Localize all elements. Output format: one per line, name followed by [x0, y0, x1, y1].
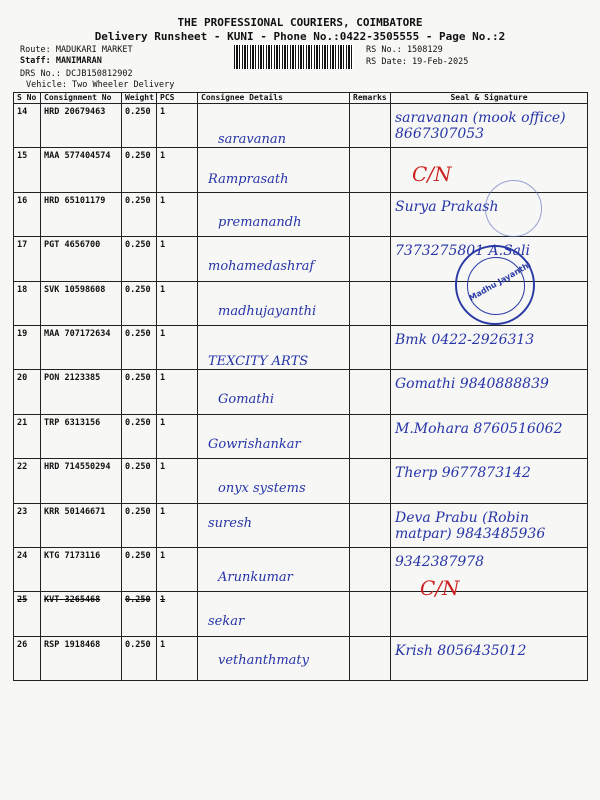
consignee-handwriting: vethanthmaty — [218, 652, 309, 668]
cell-pcs: 1 — [157, 281, 198, 325]
cell-consignment: KVT 3265468 — [41, 592, 122, 636]
signature-handwriting: Krish 8056435012 — [395, 642, 527, 659]
cell-pcs: 1 — [157, 104, 198, 148]
cell-sno: 26 — [14, 636, 41, 680]
cell-consignee — [198, 148, 350, 192]
faint-stamp — [485, 180, 542, 237]
cell-consignee — [198, 503, 350, 547]
consignee-handwriting: premanandh — [218, 214, 302, 230]
rs-date: RS Date: 19-Feb-2025 — [366, 57, 469, 67]
col-weight: Weight — [122, 93, 157, 104]
company-title: THE PROFESSIONAL COURIERS, COIMBATORE — [177, 16, 423, 29]
cell-consignment: HRD 714550294 — [41, 459, 122, 503]
cell-remarks — [350, 237, 391, 281]
cell-weight: 0.250 — [122, 325, 157, 369]
staff-label: Staff: MANIMARAN — [20, 56, 102, 66]
cell-weight: 0.250 — [122, 192, 157, 236]
cell-weight: 0.250 — [122, 636, 157, 680]
table-row — [14, 503, 588, 547]
cell-consignment: TRP 6313156 — [41, 414, 122, 458]
cell-consignee — [198, 370, 350, 414]
cell-consignee — [198, 192, 350, 236]
col-remarks: Remarks — [350, 93, 391, 104]
cell-pcs: 1 — [157, 459, 198, 503]
cell-remarks — [350, 547, 391, 591]
cell-signature — [391, 370, 588, 414]
col-consignee: Consignee Details — [198, 93, 350, 104]
cell-sno: 24 — [14, 547, 41, 591]
cell-weight: 0.250 — [122, 148, 157, 192]
cell-consignment: RSP 1918468 — [41, 636, 122, 680]
signature-handwriting: M.Mohara 8760516062 — [395, 420, 563, 437]
cell-signature — [391, 636, 588, 680]
cell-consignment: HRD 20679463 — [41, 104, 122, 148]
cell-consignment: PON 2123385 — [41, 370, 122, 414]
cell-consignee — [198, 325, 350, 369]
table-row — [14, 459, 588, 503]
cell-pcs: 1 — [157, 636, 198, 680]
cell-consignee — [198, 547, 350, 591]
consignee-handwriting: onyx systems — [218, 481, 306, 497]
cell-sno: 15 — [14, 148, 41, 192]
signature-handwriting: 9342387978 — [395, 553, 485, 570]
cell-remarks — [350, 414, 391, 458]
cell-remarks — [350, 281, 391, 325]
signature-handwriting: Bmk 0422-2926313 — [395, 331, 535, 348]
cell-sno: 23 — [14, 503, 41, 547]
cell-sno: 14 — [14, 104, 41, 148]
cell-weight: 0.250 — [122, 459, 157, 503]
cell-weight: 0.250 — [122, 237, 157, 281]
cell-remarks — [350, 503, 391, 547]
cell-remarks — [350, 148, 391, 192]
barcode — [234, 45, 354, 69]
cell-pcs: 1 — [157, 237, 198, 281]
consignee-handwriting: TEXCITY ARTS — [208, 353, 309, 369]
col-consignment: Consignment No — [41, 93, 122, 104]
col-signature: Seal & Signature — [391, 93, 588, 104]
cell-sno: 19 — [14, 325, 41, 369]
cell-signature — [391, 325, 588, 369]
cell-consignment: MAA 707172634 — [41, 325, 122, 369]
cell-remarks — [350, 104, 391, 148]
cell-remarks — [350, 636, 391, 680]
cell-pcs: 1 — [157, 547, 198, 591]
route-label: Route: MADUKARI MARKET — [20, 45, 133, 55]
cell-consignment: KRR 50146671 — [41, 503, 122, 547]
cell-pcs: 1 — [157, 592, 198, 636]
consignee-handwriting: Gomathi — [218, 392, 275, 408]
table-row — [14, 592, 588, 636]
consignee-handwriting: Gowrishankar — [208, 436, 301, 452]
cell-consignee — [198, 104, 350, 148]
drs-label: DRS No.: DCJB150812902 — [20, 69, 133, 79]
cell-signature — [391, 104, 588, 148]
cell-pcs: 1 — [157, 414, 198, 458]
cell-signature — [391, 503, 588, 547]
table-row — [14, 636, 588, 680]
cell-consignment: PGT 4656700 — [41, 237, 122, 281]
col-pcs: PCS — [157, 93, 198, 104]
cell-sno: 25 — [14, 592, 41, 636]
cell-pcs: 1 — [157, 148, 198, 192]
cn-mark-bottom: C/N — [420, 576, 460, 600]
cell-consignee — [198, 281, 350, 325]
cell-pcs: 1 — [157, 503, 198, 547]
cell-consignment: HRD 65101179 — [41, 192, 122, 236]
cell-consignee — [198, 459, 350, 503]
cell-pcs: 1 — [157, 325, 198, 369]
runsheet-table — [13, 92, 588, 681]
consignee-handwriting: Ramprasath — [208, 172, 289, 188]
consignee-handwriting: mohamedashraf — [208, 259, 315, 275]
cell-signature — [391, 459, 588, 503]
rs-number: RS No.: 1508129 — [366, 45, 443, 55]
cell-consignee — [198, 636, 350, 680]
signature-handwriting: Deva Prabu (Robin matpar) 9843485936 — [395, 509, 546, 542]
cell-sno: 16 — [14, 192, 41, 236]
cell-consignment: MAA 577404574 — [41, 148, 122, 192]
cell-remarks — [350, 370, 391, 414]
cell-consignee — [198, 237, 350, 281]
cell-pcs: 1 — [157, 370, 198, 414]
cell-sno: 17 — [14, 237, 41, 281]
cell-remarks — [350, 192, 391, 236]
cell-weight: 0.250 — [122, 592, 157, 636]
cell-consignee — [198, 592, 350, 636]
table-row — [14, 104, 588, 148]
cell-weight: 0.250 — [122, 414, 157, 458]
col-sno: S No — [14, 93, 41, 104]
signature-handwriting: Therp 9677873142 — [395, 465, 531, 482]
table-header-row — [14, 93, 588, 104]
vehicle-label: Vehicle: Two Wheeler Delivery — [26, 80, 175, 90]
consignee-handwriting: Arunkumar — [218, 569, 293, 585]
signature-handwriting: saravanan (mook office) 8667307053 — [395, 110, 566, 142]
cn-mark-top: C/N — [412, 162, 452, 186]
cell-weight: 0.250 — [122, 281, 157, 325]
cell-weight: 0.250 — [122, 503, 157, 547]
table-row — [14, 547, 588, 591]
consignee-handwriting: sekar — [208, 614, 245, 630]
runsheet-subtitle: Delivery Runsheet - KUNI - Phone No.:0422-3505555 - Page No.:2 — [94, 30, 506, 43]
signature-handwriting: Surya Prakash — [395, 198, 499, 215]
cell-consignee — [198, 414, 350, 458]
signature-handwriting: 7373275801 A.Sali — [395, 243, 530, 260]
cell-consignment: KTG 7173116 — [41, 547, 122, 591]
consignee-handwriting: saravanan — [218, 132, 286, 147]
cell-weight: 0.250 — [122, 104, 157, 148]
table-row — [14, 325, 588, 369]
cell-sno: 21 — [14, 414, 41, 458]
cell-sno: 18 — [14, 281, 41, 325]
cell-consignment: SVK 10598608 — [41, 281, 122, 325]
cell-remarks — [350, 459, 391, 503]
cell-sno: 22 — [14, 459, 41, 503]
table-row — [14, 414, 588, 458]
consignee-handwriting: madhujayanthi — [218, 303, 317, 319]
cell-weight: 0.250 — [122, 547, 157, 591]
cell-weight: 0.250 — [122, 370, 157, 414]
cell-signature — [391, 414, 588, 458]
cell-pcs: 1 — [157, 192, 198, 236]
cell-remarks — [350, 325, 391, 369]
cell-remarks — [350, 592, 391, 636]
signature-handwriting: Gomathi 9840888839 — [395, 376, 549, 393]
consignee-handwriting: suresh — [208, 515, 252, 531]
cell-sno: 20 — [14, 370, 41, 414]
table-row — [14, 370, 588, 414]
stamp-text: Madhu Jayanthi — [467, 260, 533, 303]
seal-stamp — [455, 245, 535, 325]
